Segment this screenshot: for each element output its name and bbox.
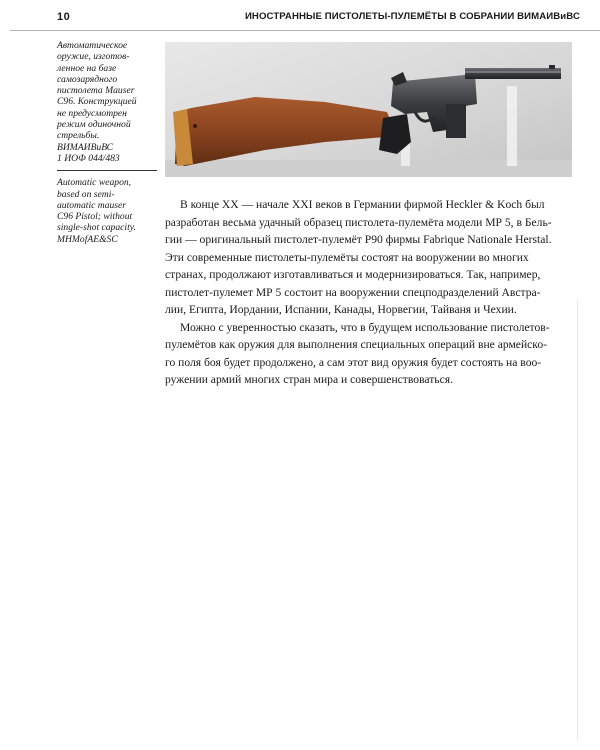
caption-russian: Автоматическое оружие, изготов- ленное на базе самозарядного пистолета Mauser C96. Конструкцией не предусмотрен режим одиночной стрельбы. ВИМАИВиВС 1 ИОФ 044/483: [57, 40, 157, 171]
paragraph: Можно с уверенностью сказать, что в будущем использование пистолетов- пулемётов как оружия для выполнения специальных операций вне армейско- го поля боя будет продолжено, а сам этот вид оружия будет состоять на воо- ружении армий многих стран мира и совершенствоваться.: [165, 320, 550, 386]
header-rule: [10, 30, 600, 31]
paragraph: В конце XX — начале XXI веков в Германии фирмой Heckler & Koch был разработан весьма удачный образец пистолета-пулемёта модели МР 5, в Бель- гии — оригинальный пистолет-пулемёт Р90 фирмы Fabrique Nationale Herstal. Эти современные пистолеты-пулемёты состоят на вооружении во многих странах, продолжают изготавливаться и модернизироваться. Так, например, пистолет-пулемет МР 5 состоит на вооружении спецподразделений Австра- лии, Египта, Иордании, Испании, Канады, Норвегии, Тайваня и Чехии.: [165, 198, 552, 316]
running-head: ИНОСТРАННЫЕ ПИСТОЛЕТЫ-ПУЛЕМЁТЫ В СОБРАНИИ ВИМАИВиВС: [244, 11, 580, 22]
mauser-c96-with-stock-image: [165, 42, 572, 177]
sidebar-caption: [57, 40, 157, 245]
caption-english: Automatic weapon, based on semi- automatic mauser C96 Pistol; without single-shot capacity. MHMofAE&SC: [57, 177, 136, 245]
page-number: 10: [57, 11, 71, 23]
body-text: [165, 196, 572, 389]
page-edge-shadow: [577, 300, 578, 740]
